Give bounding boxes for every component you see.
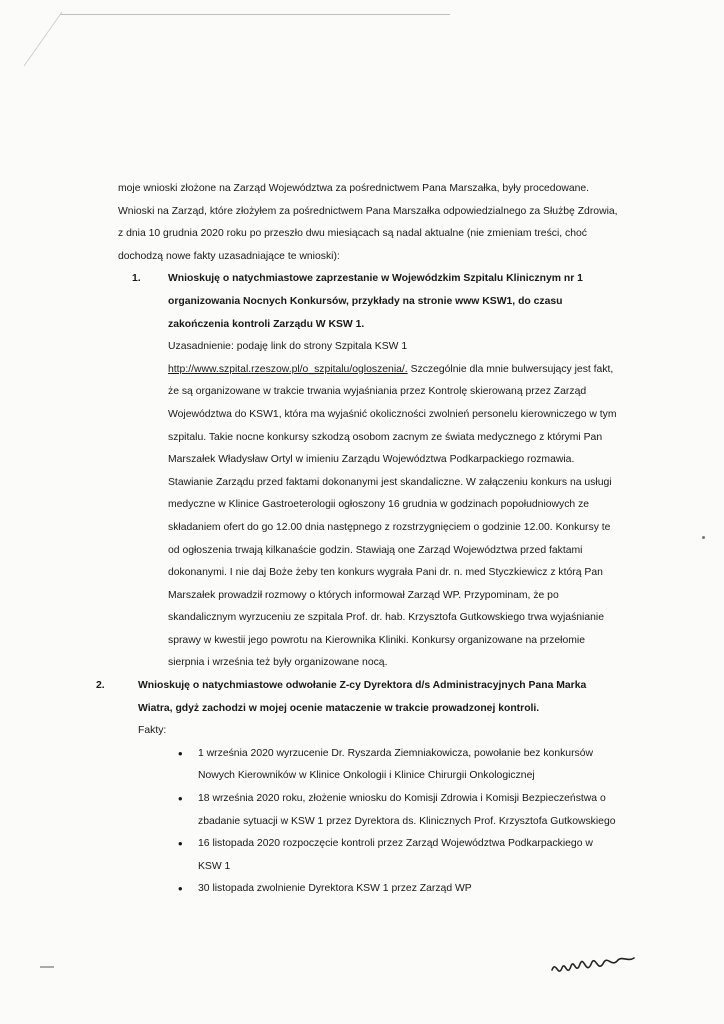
letter-body [96,178,618,901]
scan-mark [40,966,54,968]
request-1-body: Szczególnie dla mnie bulwersujący jest fakt, że są organizowane w trakcie trwania wyjaśniania przez Kontrolę skierowaną przez Zarząd Województwa do KSW1, która ma wyjaśnić okoliczności zwolnień personelu kierowniczego w tym szpitalu. Takie nocne konkursy szkodzą osobom zacnym ze świata medycznego z którymi Pan Marszałek Władysław Ortyl w imieniu Zarządu Województwa Podkarpackiego rozmawia. Stawianie Zarządu przed faktami dokonanymi jest skandaliczne. W załączeniu konkurs na usługi medyczne w Klinice Gastroeterologii ogłoszony 16 grudnia w godzinach popołudniowych ze składaniem ofert do go 12.00 dnia następnego z rozstrzygnięciem o godzinie 12.00. Konkursy te od ogłoszenia trwają kilkanaście godzin. Stawiają one Zarząd Województwa przed faktami dokonanymi. I nie daj Boże żeby ten konkurs wygrała Pani dr. n. med Styczkiewicz z którą Pan Marszałek prowadził rozmowy o których informował Zarząd WP. Przypominam, że po skandalicznym wyrzuceniu ze szpitala Prof. dr. hab. Krzysztofa Gutkowskiego trwa wyjaśnianie sprawy w kwestii jego powrotu na Kierownika Kliniki. Konkursy organizowane na przełomie sierpnia i września też były organizowane nocą. [168,363,617,669]
intro-paragraph: moje wnioski złożone na Zarząd Województwa za pośrednictwem Pana Marszałka, były procedowane. Wnioski na Zarząd, które złożyłem za pośrednictwem Pana Marszałka odpowiedzialnego za Służbę Zdrowia, z dnia 10 grudnia 2020 roku po przeszło dwu miesiącach są nadal aktualne (nie zmieniam treści, choć dochodzą nowe fakty uzasadniające te wnioski): [118,183,618,262]
scan-fold-mark [22,8,82,68]
hospital-announcements-link[interactable]: http://www.szpital.rzeszow.pl/o_szpitalu/ogloszenia/. [168,363,408,375]
fact-item: • 30 listopada zwolnienie Dyrektora KSW 1 przez Zarząd WP [178,878,618,901]
handwritten-signature [548,948,638,984]
request-1-number: 1. [132,273,141,285]
facts-label: Fakty: [138,725,167,737]
fact-item: • 1 września 2020 wyrzucenie Dr. Ryszarda Ziemniakowicza, powołanie bez konkursów Nowych Kierowników w Klinice Onkologii i Klinice Chirurgii Onkologicznej [178,743,618,788]
facts-list [138,743,618,901]
request-2-number: 2. [96,680,105,692]
scan-top-line [60,14,450,15]
request-1-heading: Wnioskuję o natychmiastowe zaprzestanie w Wojewódzkim Szpitalu Klinicznym nr 1 organizowania Nocnych Konkursów, przykłady na stronie www KSW1, do czasu zakończenia kontroli Zarządu W KSW 1. [168,273,583,330]
request-item-1 [118,268,618,675]
scan-speck [702,536,705,539]
request-1-justification-label: Uzasadnienie: podaję link do strony Szpitala KSW 1 [168,341,408,353]
fact-item: • 16 listopada 2020 rozpoczęcie kontroli przez Zarząd Województwa Podkarpackiego w KSW 1 [178,833,618,878]
request-2-heading: Wnioskuję o natychmiastowe odwołanie Z-cy Dyrektora d/s Administracyjnych Pana Marka Wiatra, gdyż zachodzi w mojej ocenie mataczenie w trakcie prowadzonej kontroli. [138,680,587,714]
requests-list [96,268,618,901]
fact-item: • 18 września 2020 roku, złożenie wniosku do Komisji Zdrowia i Komisji Bezpieczeństwa o zbadanie sytuacji w KSW 1 przez Dyrektora ds. Klinicznych Prof. Krzysztofa Gutkowskiego [178,788,618,833]
request-item-2 [96,675,618,901]
